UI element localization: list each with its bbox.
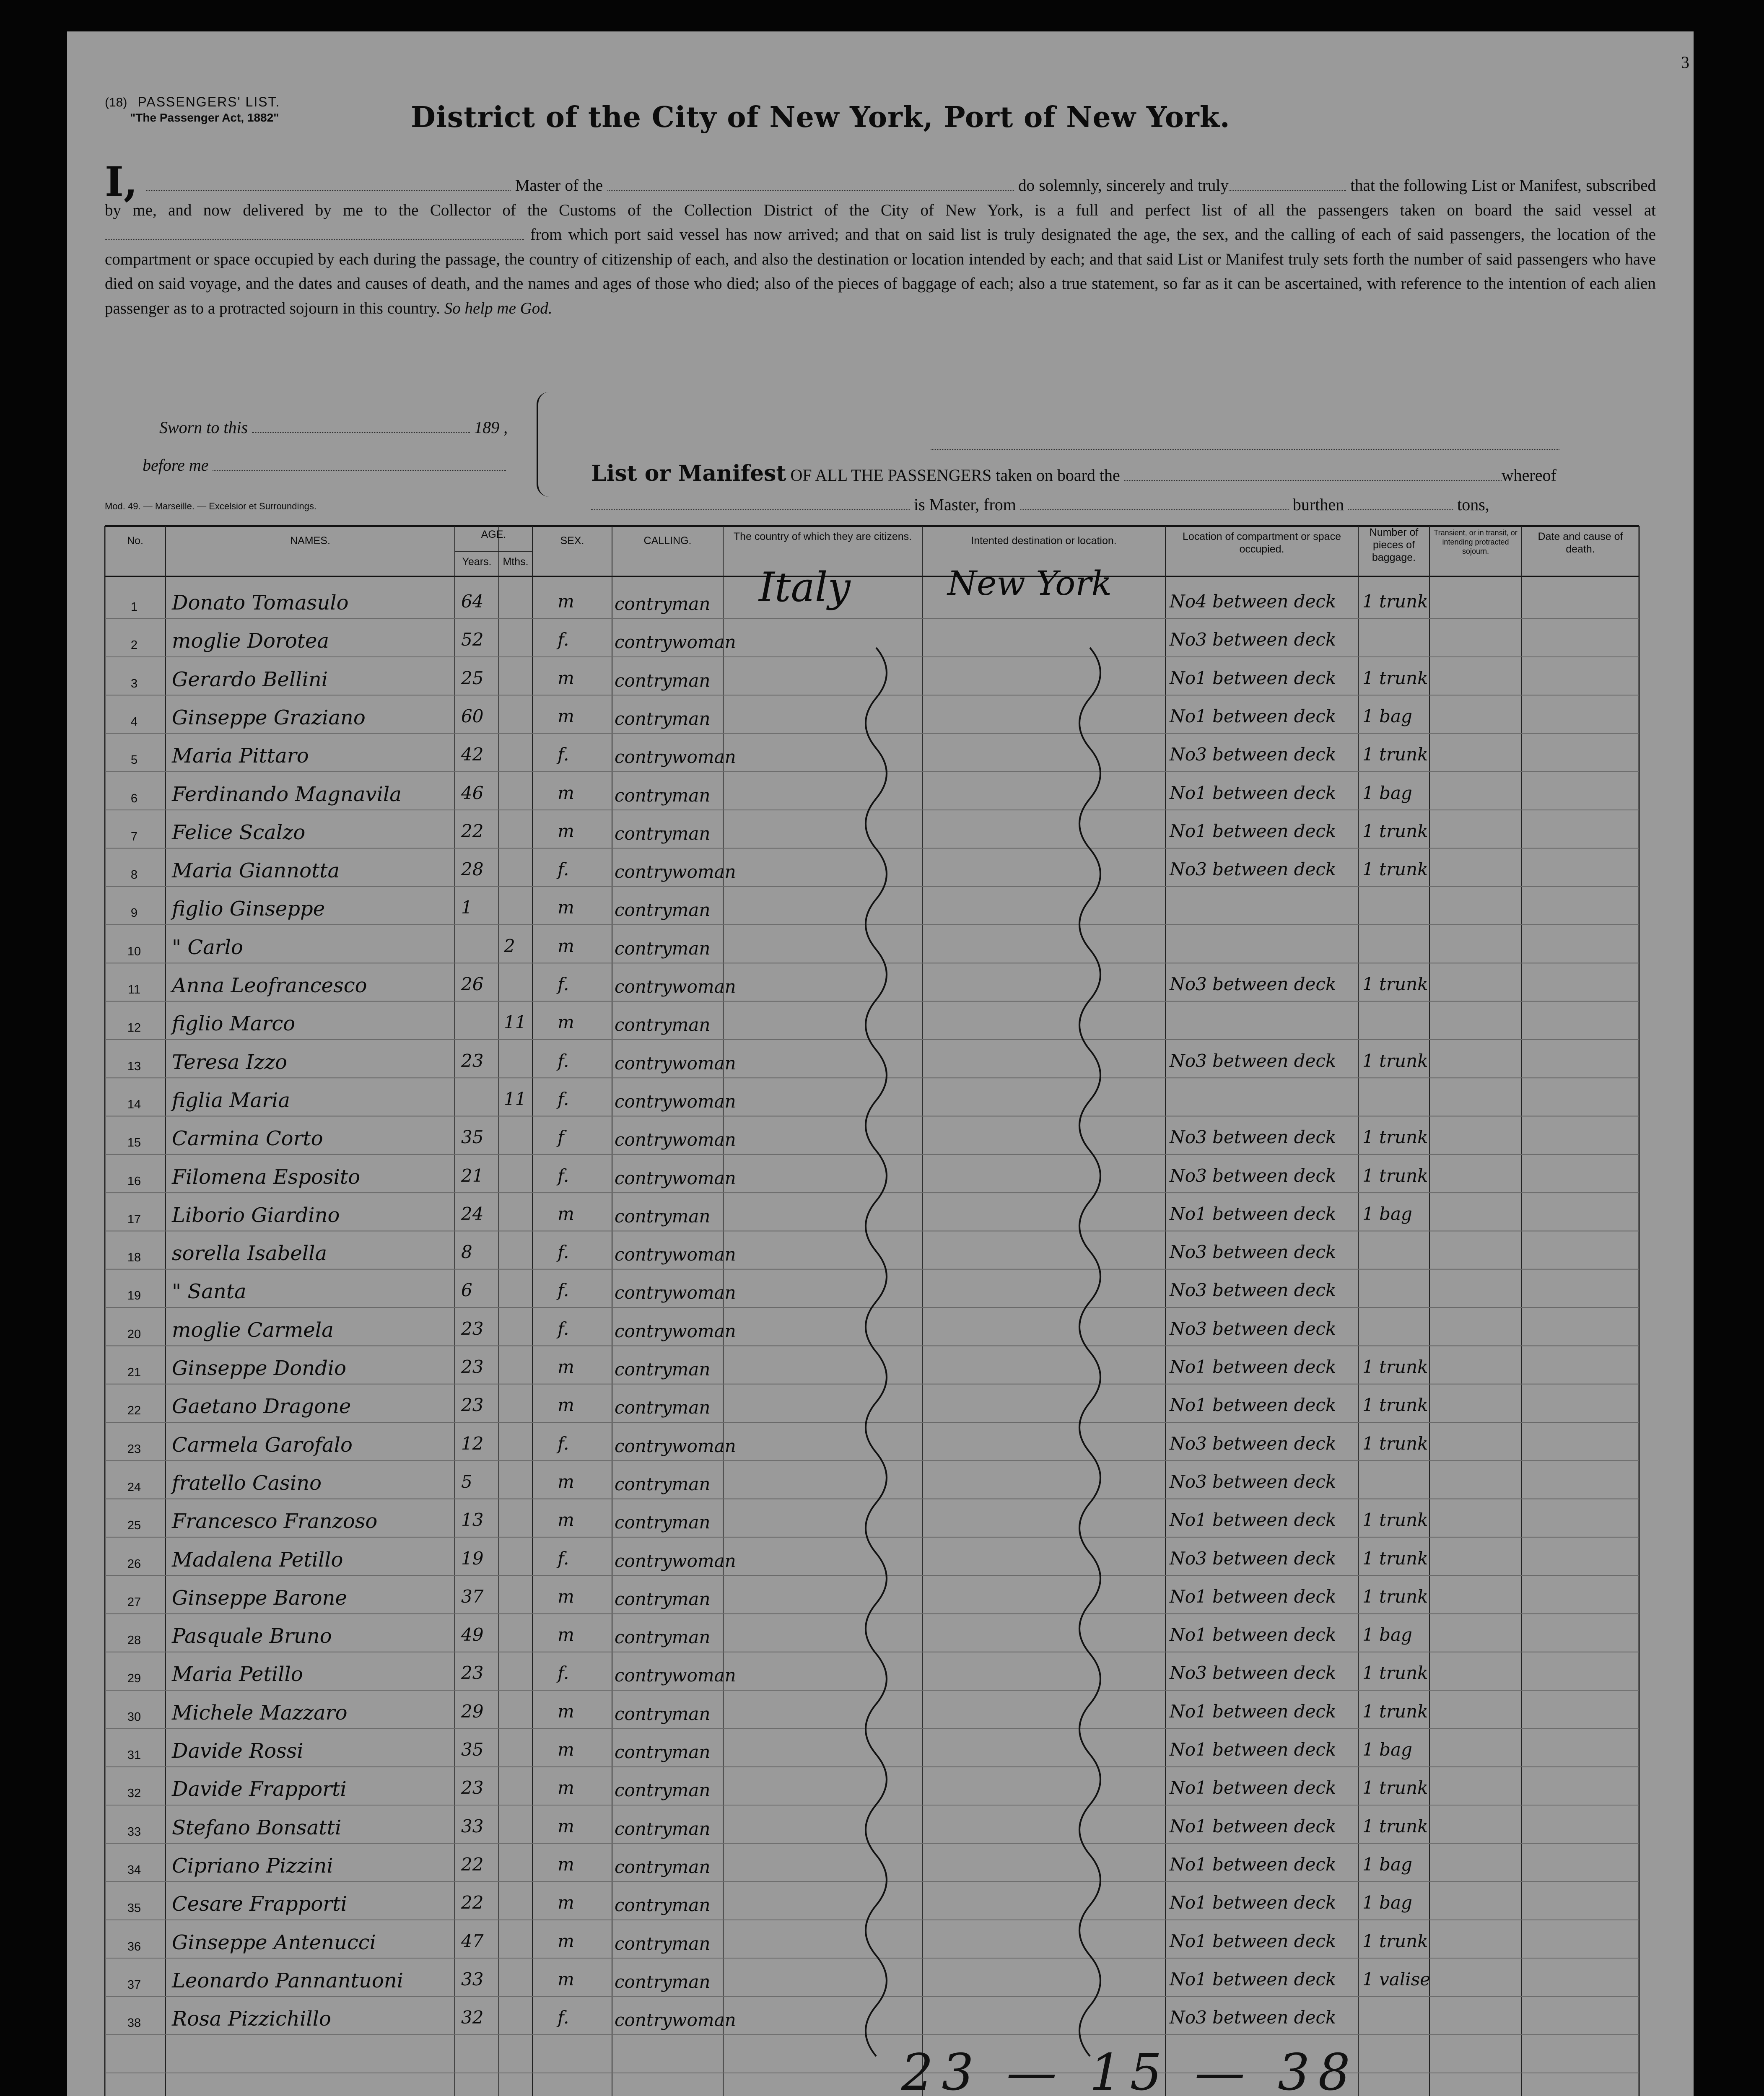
passenger-sex: m — [558, 897, 574, 918]
passenger-calling: contrywoman — [615, 1435, 736, 1456]
col-head-destination: Intented destination or location. — [971, 535, 1117, 547]
age-years: 23 — [461, 1318, 484, 1339]
row-number: 13 — [127, 1059, 141, 1073]
compartment-location: No4 between deck — [1170, 591, 1336, 612]
passenger-calling: contryman — [615, 1818, 711, 1839]
passenger-sex: f. — [558, 744, 569, 765]
passenger-calling: contrywoman — [615, 1320, 736, 1341]
passenger-calling: contryman — [615, 1206, 711, 1227]
compartment-location: No1 between deck — [1170, 1395, 1336, 1416]
passenger-sex: m — [558, 1969, 574, 1990]
passenger-sex: m — [558, 667, 574, 688]
row-number: 25 — [127, 1519, 141, 1533]
passenger-name: Francesco Franzoso — [172, 1510, 378, 1533]
age-years: 24 — [461, 1203, 484, 1224]
row-number: 11 — [127, 983, 141, 996]
age-years: 46 — [461, 782, 484, 803]
row-number: 14 — [127, 1097, 141, 1111]
passenger-name: Felice Scalzo — [172, 820, 306, 844]
passenger-calling: contryman — [615, 1856, 711, 1877]
baggage-count: 1 bag — [1362, 1624, 1412, 1645]
row-number: 18 — [127, 1251, 141, 1265]
passenger-calling: contryman — [615, 1933, 711, 1954]
row-number: 29 — [127, 1672, 141, 1686]
row-number: 17 — [127, 1212, 141, 1226]
row-number: 16 — [127, 1174, 141, 1188]
row-number: 32 — [127, 1787, 141, 1800]
passenger-sex: m — [558, 820, 574, 841]
age-years: 23 — [461, 1395, 484, 1416]
baggage-count: 1 valise — [1362, 1969, 1431, 1990]
compartment-location: No1 between deck — [1170, 1510, 1336, 1530]
compartment-location: No1 between deck — [1170, 667, 1336, 688]
passenger-sex: m — [558, 1510, 574, 1530]
compartment-location: No1 between deck — [1170, 820, 1336, 841]
passenger-name: figlio Marco — [172, 1012, 296, 1036]
compartment-location: No1 between deck — [1170, 1624, 1336, 1645]
passenger-calling: contryman — [615, 670, 711, 691]
passenger-calling: contryman — [615, 823, 711, 844]
passenger-calling: contryman — [615, 594, 711, 614]
compartment-location: No3 between deck — [1170, 1050, 1336, 1071]
compartment-location: No3 between deck — [1170, 1548, 1336, 1569]
row-number: 33 — [127, 1825, 141, 1839]
passenger-sex: m — [558, 1357, 574, 1377]
compartment-location: No3 between deck — [1170, 1433, 1336, 1454]
passenger-name: Maria Petillo — [172, 1663, 303, 1686]
compartment-location: No1 between deck — [1170, 1777, 1336, 1798]
passenger-calling: contrywoman — [615, 1244, 736, 1265]
passenger-calling: contrywoman — [615, 1053, 736, 1074]
age-years: 49 — [461, 1624, 484, 1645]
row-number: 5 — [130, 753, 138, 767]
age-years: 33 — [461, 1969, 484, 1990]
passenger-name: Liborio Giardino — [172, 1203, 340, 1227]
passenger-calling: contryman — [615, 1971, 711, 1992]
col-head-names: NAMES. — [290, 535, 330, 547]
sworn-label: Sworn to this — [159, 418, 248, 437]
passenger-name: Davide Rossi — [172, 1739, 304, 1763]
passenger-sex: m — [558, 1586, 574, 1607]
baggage-count: 1 trunk — [1362, 1548, 1428, 1569]
baggage-count: 1 trunk — [1362, 1586, 1428, 1607]
passenger-name: Anna Leofrancesco — [172, 974, 367, 997]
compartment-location: No1 between deck — [1170, 1357, 1336, 1377]
compartment-location: No3 between deck — [1170, 974, 1336, 994]
row-number: 22 — [127, 1404, 141, 1418]
passenger-name: fratello Casino — [172, 1471, 322, 1495]
baggage-count: 1 trunk — [1362, 1777, 1428, 1798]
baggage-count: 1 trunk — [1362, 744, 1428, 765]
row-number: 8 — [130, 868, 138, 882]
passenger-sex: m — [558, 1624, 574, 1645]
passenger-name: Gaetano Dragone — [172, 1395, 351, 1419]
compartment-location: No3 between deck — [1170, 1242, 1336, 1263]
passenger-calling: contryman — [615, 1703, 711, 1724]
passenger-sex: f. — [558, 1433, 569, 1454]
passenger-sex: f. — [558, 1165, 569, 1186]
baggage-count: 1 trunk — [1362, 1433, 1428, 1454]
row-number: 4 — [130, 715, 138, 729]
passenger-name: Madalena Petillo — [172, 1548, 343, 1572]
passenger-sex: m — [558, 1892, 574, 1913]
row-number: 21 — [127, 1366, 141, 1379]
row-number: 37 — [127, 1978, 141, 1992]
row-number: 3 — [130, 677, 138, 690]
passenger-sex: m — [558, 782, 574, 803]
passenger-calling: contryman — [615, 1512, 711, 1533]
compartment-location: No1 between deck — [1170, 1854, 1336, 1875]
age-years: 8 — [461, 1242, 472, 1263]
compartment-location: No3 between deck — [1170, 859, 1336, 880]
age-years: 29 — [461, 1701, 484, 1722]
passenger-name: Gerardo Bellini — [172, 667, 328, 691]
passenger-sex: m — [558, 706, 574, 726]
age-years: 25 — [461, 667, 484, 688]
row-number: 2 — [130, 638, 138, 652]
passenger-name: Ginseppe Barone — [172, 1586, 347, 1610]
passenger-sex: f. — [558, 1280, 569, 1301]
passenger-calling: contryman — [615, 1780, 711, 1801]
age-years: 32 — [461, 2007, 484, 2028]
page-title: District of the City of New York, Port of New York. — [411, 101, 1230, 134]
oath-swear: do solemnly, sincerely and truly — [1018, 176, 1229, 195]
baggage-count: 1 trunk — [1362, 1395, 1428, 1416]
passenger-calling: contryman — [615, 1359, 711, 1380]
passenger-sex: m — [558, 1471, 574, 1492]
age-years: 23 — [461, 1357, 484, 1377]
oath-body-2: from which port said vessel has now arrived; and that on said list is truly designated the age, the sex, and the calling of each of said passengers, the location of the compartment or space occupied by each during the passage, the country of citizenship of each, and also the destination or location intended by each; and that said List or Manifest truly sets forth the number of said passengers who have died on said voyage, and the dates and causes of death, and the names and ages of those who died; also of the pieces of baggage of each; also a true statement, so far as it can be ascertained, with reference to the intention of each alien passenger as to a protracted sojourn in this country. — [105, 226, 1656, 317]
col-head-age: AGE. — [481, 529, 506, 540]
bottom-tally: 23 — 15 — 38 — [901, 2044, 1359, 2096]
oath-closing: So help me God. — [444, 299, 553, 317]
tons-label: tons, — [1457, 495, 1489, 514]
whereof-label: whereof — [1501, 466, 1556, 485]
passenger-name: Ferdinando Magnavila — [172, 782, 402, 806]
age-years: 19 — [461, 1548, 484, 1569]
col-head-death: Date and cause of death. — [1538, 531, 1623, 555]
passenger-name: Cesare Frapporti — [172, 1892, 347, 1916]
passenger-name: sorella Isabella — [172, 1242, 327, 1266]
form-mod: Mod. 49. — Marseille. — Excelsior et Surroundings. — [105, 501, 316, 511]
passenger-name: Carmina Corto — [172, 1127, 323, 1151]
age-years: 52 — [461, 629, 484, 650]
passenger-name: moglie Dorotea — [172, 629, 329, 653]
passenger-calling: contrywoman — [615, 1282, 736, 1303]
age-years: 35 — [461, 1127, 484, 1148]
passenger-name: figlio Ginseppe — [172, 897, 325, 921]
row-number: 38 — [127, 2016, 141, 2030]
manifest-text: OF ALL THE PASSENGERS taken on board the — [790, 466, 1120, 485]
passenger-name: Filomena Esposito — [172, 1165, 361, 1189]
passenger-calling: contryman — [615, 708, 711, 729]
row-number: 20 — [127, 1327, 141, 1341]
page-number: 3 — [1681, 53, 1689, 72]
compartment-location: No3 between deck — [1170, 1663, 1336, 1684]
passenger-sex: m — [558, 1739, 574, 1760]
passenger-calling: contryman — [615, 1895, 711, 1916]
oath-master-of: Master of the — [515, 176, 603, 195]
passenger-sex: f. — [558, 974, 569, 994]
baggage-count: 1 trunk — [1362, 1165, 1428, 1186]
passenger-name: Rosa Pizzichillo — [172, 2007, 331, 2031]
passenger-name: Maria Pittaro — [172, 744, 309, 768]
row-number: 15 — [127, 1136, 141, 1150]
row-number: 28 — [127, 1634, 141, 1647]
passenger-name: Michele Mazzaro — [172, 1701, 348, 1725]
age-years: 35 — [461, 1739, 484, 1760]
form-title: PASSENGERS' LIST. — [137, 94, 280, 109]
age-months: 2 — [504, 935, 515, 956]
age-years: 21 — [461, 1165, 484, 1186]
baggage-count: 1 trunk — [1362, 1127, 1428, 1148]
baggage-count: 1 bag — [1362, 1739, 1412, 1760]
age-years: 60 — [461, 706, 484, 726]
compartment-location: No1 between deck — [1170, 1930, 1336, 1951]
compartment-location: No1 between deck — [1170, 1701, 1336, 1722]
passenger-name: Teresa Izzo — [172, 1050, 287, 1074]
col-head-sex: SEX. — [560, 535, 584, 547]
age-years: 5 — [461, 1471, 472, 1492]
age-months: 11 — [504, 1088, 527, 1109]
country-italy: Italy — [759, 564, 851, 611]
age-years: 26 — [461, 974, 484, 994]
passenger-sex: f. — [558, 1050, 569, 1071]
passenger-name: " Carlo — [172, 935, 243, 959]
passenger-calling: contryman — [615, 900, 711, 921]
passenger-calling: contrywoman — [615, 2010, 736, 2031]
oath-body: that the following List or Manifest, subscribed by me, and now delivered by me to the Collector of the Customs of the Collection District of the City of New York, is a full and perfect list of all the passengers taken on board the said vessel at — [105, 176, 1656, 219]
sworn-block: Sworn to this 189 , before me — [143, 418, 508, 475]
col-head-location: Location of compartment or space occupied. — [1183, 531, 1341, 555]
age-years: 22 — [461, 1892, 484, 1913]
age-years: 23 — [461, 1777, 484, 1798]
row-number: 31 — [127, 1748, 141, 1762]
baggage-count: 1 trunk — [1362, 1510, 1428, 1530]
passenger-sex: m — [558, 1701, 574, 1722]
row-number: 1 — [130, 600, 138, 614]
passenger-sex: m — [558, 1395, 574, 1416]
passenger-sex: f. — [558, 1548, 569, 1569]
compartment-location: No1 between deck — [1170, 1969, 1336, 1990]
baggage-count: 1 bag — [1362, 706, 1412, 726]
col-head-calling: CALLING. — [643, 535, 692, 547]
row-number: 6 — [130, 791, 138, 805]
passenger-name: Ginseppe Dondio — [172, 1357, 347, 1380]
form-number: (18) — [105, 96, 127, 109]
row-number: 12 — [127, 1021, 141, 1035]
age-years: 42 — [461, 744, 484, 765]
age-years: 22 — [461, 1854, 484, 1875]
destination-new-york: New York — [947, 564, 1112, 603]
baggage-count: 1 trunk — [1362, 1816, 1428, 1837]
passenger-calling: contryman — [615, 1742, 711, 1762]
passenger-sex: f — [558, 1127, 564, 1148]
passenger-sex: f. — [558, 1318, 569, 1339]
compartment-location: No1 between deck — [1170, 706, 1336, 726]
passenger-calling: contrywoman — [615, 1129, 736, 1150]
passenger-sex: m — [558, 1854, 574, 1875]
passenger-name: figlia Maria — [172, 1088, 290, 1112]
passenger-name: Cipriano Pizzini — [172, 1854, 333, 1878]
passenger-calling: contryman — [615, 1397, 711, 1418]
baggage-count: 1 trunk — [1362, 1357, 1428, 1377]
passenger-name: Davide Frapporti — [172, 1777, 347, 1801]
compartment-location: No1 between deck — [1170, 1816, 1336, 1837]
baggage-count: 1 trunk — [1362, 1701, 1428, 1722]
row-number: 19 — [127, 1289, 141, 1303]
passenger-sex: m — [558, 591, 574, 612]
passenger-calling: contrywoman — [615, 976, 736, 997]
passenger-calling: contrywoman — [615, 1665, 736, 1686]
passenger-sex: f. — [558, 2007, 569, 2028]
col-head-years: Years. — [462, 556, 492, 568]
passenger-calling: contrywoman — [615, 747, 736, 768]
passenger-sex: m — [558, 1777, 574, 1798]
passenger-calling: contrywoman — [615, 1550, 736, 1571]
compartment-location: No1 between deck — [1170, 1892, 1336, 1913]
compartment-location: No3 between deck — [1170, 1127, 1336, 1148]
passenger-sex: f. — [558, 1088, 569, 1109]
row-number: 35 — [127, 1901, 141, 1915]
compartment-location: No3 between deck — [1170, 1471, 1336, 1492]
col-head-mths: Mths. — [503, 556, 529, 568]
passenger-name: Ginseppe Graziano — [172, 706, 366, 729]
passenger-calling: contrywoman — [615, 861, 736, 882]
age-years: 23 — [461, 1050, 484, 1071]
passenger-calling: contryman — [615, 1014, 711, 1035]
passenger-calling: contryman — [615, 1588, 711, 1609]
age-months: 11 — [504, 1012, 527, 1033]
country-ditto-line — [866, 648, 887, 2056]
compartment-location: No3 between deck — [1170, 1318, 1336, 1339]
col-head-transient: Transient, or in transit, or intending protracted sojourn. — [1434, 529, 1518, 555]
age-years: 37 — [461, 1586, 484, 1607]
compartment-location: No1 between deck — [1170, 782, 1336, 803]
passenger-calling: contrywoman — [615, 1167, 736, 1188]
age-years: 6 — [461, 1280, 472, 1301]
baggage-count: 1 bag — [1362, 1854, 1412, 1875]
passenger-sex: f. — [558, 859, 569, 880]
baggage-count: 1 bag — [1362, 782, 1412, 803]
passenger-name: Stefano Bonsatti — [172, 1816, 342, 1839]
passenger-sex: m — [558, 935, 574, 956]
passenger-calling: contryman — [615, 938, 711, 959]
burthen-label: burthen — [1292, 495, 1344, 514]
row-number: 26 — [127, 1557, 141, 1571]
row-number: 36 — [127, 1940, 141, 1953]
baggage-count: 1 trunk — [1362, 974, 1428, 994]
passenger-name: moglie Carmela — [172, 1318, 334, 1342]
manifest-title: List or Manifest — [591, 461, 786, 486]
passenger-sex: f. — [558, 1242, 569, 1263]
manifest-page — [67, 31, 1694, 2096]
passenger-name: Donato Tomasulo — [172, 591, 349, 615]
passenger-sex: m — [558, 1930, 574, 1951]
compartment-location: No3 between deck — [1170, 1280, 1336, 1301]
baggage-count: 1 trunk — [1362, 591, 1428, 612]
act-name: "The Passenger Act, 1882" — [130, 111, 279, 124]
age-years: 28 — [461, 859, 484, 880]
age-years: 23 — [461, 1663, 484, 1684]
passenger-calling: contrywoman — [615, 1091, 736, 1112]
col-head-pieces: Number of pieces of baggage. — [1369, 527, 1419, 563]
passenger-name: Ginseppe Antenucci — [172, 1930, 376, 1954]
row-number: 10 — [127, 944, 141, 958]
sworn-year: 189 — [474, 418, 500, 437]
destination-ditto-line — [1079, 648, 1100, 2056]
passenger-name: " Santa — [172, 1280, 246, 1304]
age-years: 47 — [461, 1930, 484, 1951]
compartment-location: No1 between deck — [1170, 1586, 1336, 1607]
baggage-count: 1 trunk — [1362, 1663, 1428, 1684]
passenger-sex: m — [558, 1203, 574, 1224]
age-years: 64 — [461, 591, 484, 612]
passenger-sex: f. — [558, 1663, 569, 1684]
oath-i: I, — [105, 158, 138, 205]
compartment-location: No1 between deck — [1170, 1739, 1336, 1760]
passenger-sex: m — [558, 1816, 574, 1837]
passenger-calling: contryman — [615, 1627, 711, 1648]
col-head-country: The country of which they are citizens. — [733, 531, 912, 542]
baggage-count: 1 trunk — [1362, 820, 1428, 841]
age-years: 22 — [461, 820, 484, 841]
passenger-name: Leonardo Pannantuoni — [172, 1969, 404, 1992]
passenger-calling: contrywoman — [615, 632, 736, 653]
passenger-name: Carmela Garofalo — [172, 1433, 353, 1457]
baggage-count: 1 trunk — [1362, 1050, 1428, 1071]
compartment-location: No3 between deck — [1170, 2007, 1336, 2028]
row-number: 24 — [127, 1480, 141, 1494]
age-years: 12 — [461, 1433, 484, 1454]
passenger-name: Pasquale Bruno — [172, 1624, 332, 1648]
row-number: 23 — [127, 1442, 141, 1456]
row-number: 30 — [127, 1710, 141, 1724]
passenger-sex: f. — [558, 629, 569, 650]
baggage-count: 1 trunk — [1362, 1930, 1428, 1951]
compartment-location: No3 between deck — [1170, 1165, 1336, 1186]
before-me-label: before me — [143, 456, 209, 475]
compartment-location: No1 between deck — [1170, 1203, 1336, 1224]
age-years: 33 — [461, 1816, 484, 1837]
compartment-location: No3 between deck — [1170, 744, 1336, 765]
row-number: 34 — [127, 1863, 141, 1877]
row-number: 9 — [130, 906, 138, 920]
passenger-sex: m — [558, 1012, 574, 1033]
row-number: 7 — [130, 830, 138, 843]
age-years: 1 — [461, 897, 472, 918]
age-years: 13 — [461, 1510, 484, 1530]
is-master-label: is Master, from — [914, 495, 1016, 514]
compartment-location: No3 between deck — [1170, 629, 1336, 650]
passenger-calling: contryman — [615, 785, 711, 806]
baggage-count: 1 bag — [1362, 1203, 1412, 1224]
row-number: 27 — [127, 1595, 141, 1609]
baggage-count: 1 bag — [1362, 1892, 1412, 1913]
passenger-name: Maria Giannotta — [172, 859, 340, 883]
passenger-calling: contryman — [615, 1473, 711, 1494]
baggage-count: 1 trunk — [1362, 667, 1428, 688]
baggage-count: 1 trunk — [1362, 859, 1428, 880]
col-head-no: No. — [127, 535, 143, 547]
